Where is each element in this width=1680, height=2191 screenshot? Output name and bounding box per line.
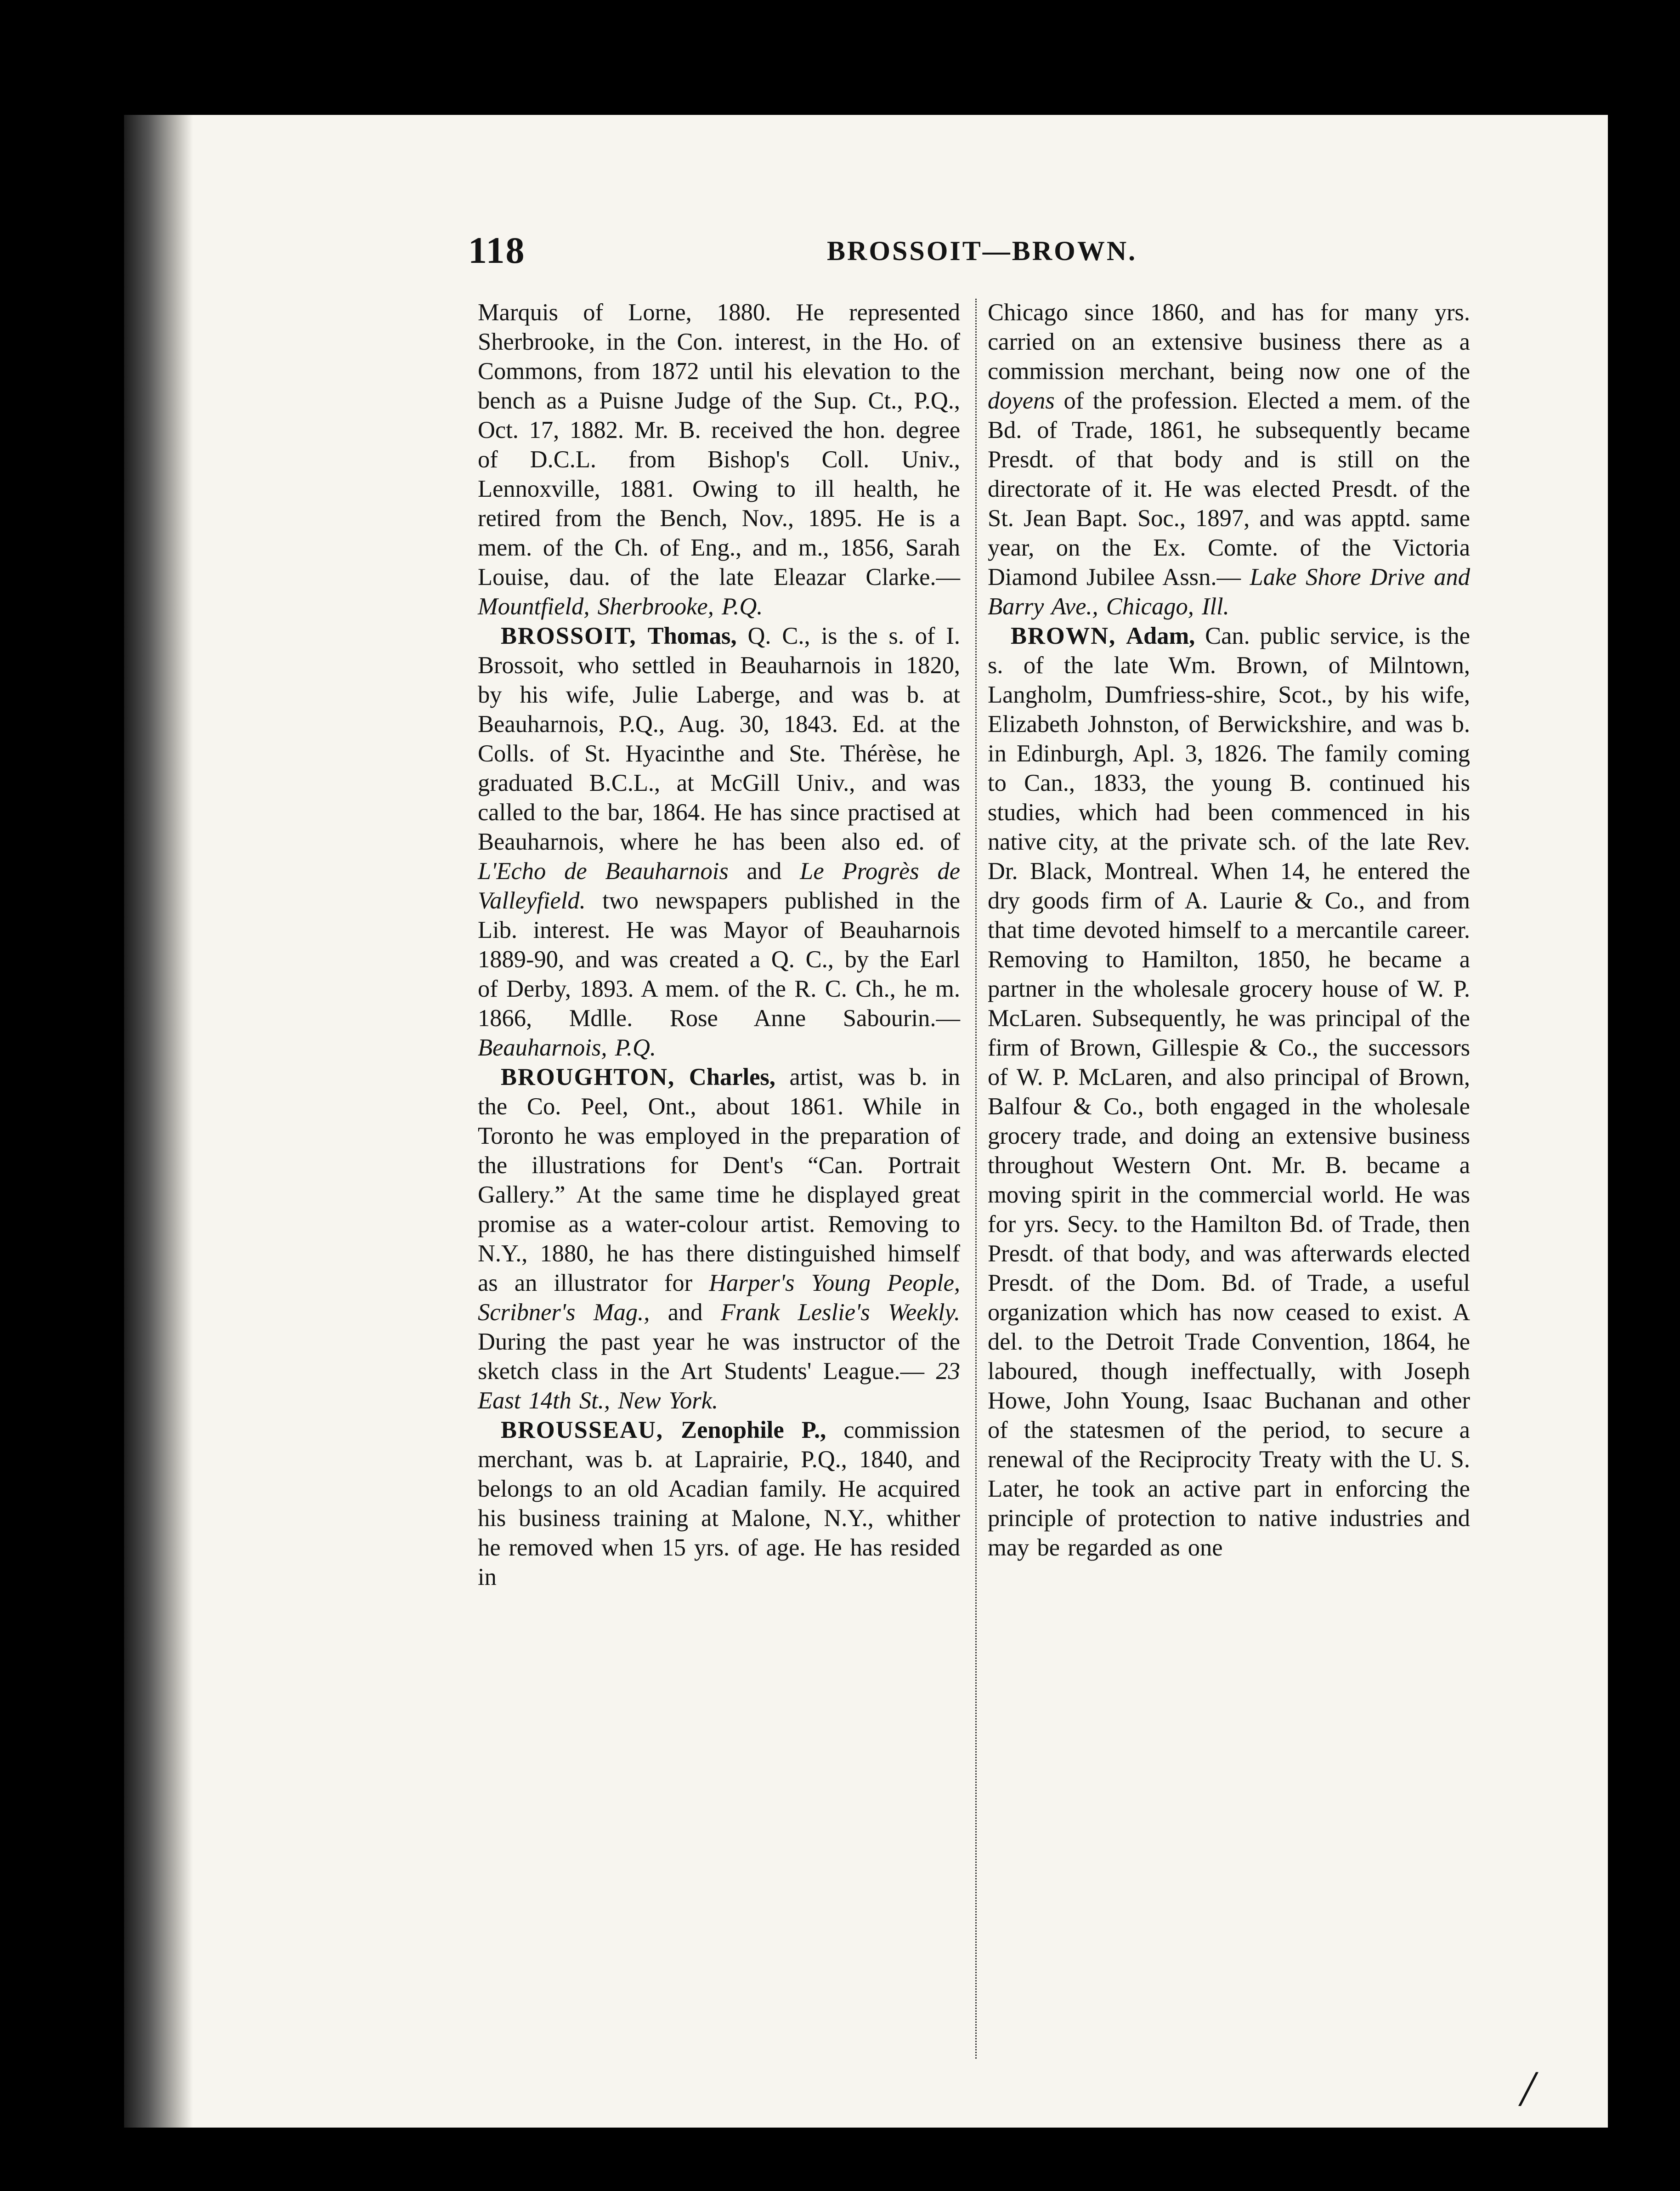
continued-entry: [988, 298, 1470, 621]
entry-address: Lake Shore Drive and Barry Ave., Chicago, Ill.: [988, 564, 1471, 620]
entry-brousseau: [478, 1415, 960, 1592]
continued-entry: [478, 298, 960, 621]
entry-address: Beauharnois, P.Q.: [478, 1034, 656, 1061]
entry-surname: BROUSSEAU,: [501, 1417, 664, 1443]
entry-italic-word: doyens: [988, 387, 1055, 414]
right-column: [988, 298, 1470, 1562]
column-divider: [975, 299, 977, 2059]
margin-mark: /: [1521, 2060, 1535, 2117]
book-page: [124, 115, 1608, 2128]
entry-given-names: Thomas,: [647, 623, 737, 649]
entry-given-names: Adam,: [1126, 623, 1195, 649]
entry-given-names: Charles,: [689, 1064, 775, 1090]
entry-brown: [988, 621, 1470, 1562]
entry-text: commission merchant, was b. at Laprairie, P.Q., 1840, and belongs to an old Acadian family. He acquired his business training at Malone, N.Y., whither he removed when 15 yrs. of age. He has resided in: [478, 1417, 960, 1590]
entry-text: of the profession. Elected a mem. of the Bd. of Trade, 1861, he subsequently became Presdt. of that body and is still on the directorate of it. He was elected Presdt. of the St. Jean Bapt. Soc., 1897, and was apptd. same year, on the Ex. Comte. of the Victoria Diamond Jubilee Assn.—: [988, 387, 1470, 590]
entry-surname: BROUGHTON,: [501, 1064, 675, 1090]
left-column: [478, 298, 960, 1592]
entry-surname: BROSSOIT,: [501, 623, 637, 649]
entry-text: Can. public service, is the s. of the late Wm. Brown, of Milntown, Langholm, Dumfriess-shire, Scot., by his wife, Elizabeth Johnston, of Berwickshire, and was b. in Edinburgh, Apl. 3, 1826. The family coming to Can., 1833, the young B. continued his studies, which had been commenced in his native city, at the private sch. of the late Rev. Dr. Black, Montreal. When 14, he entered the dry goods firm of A. Laurie & Co., and from that time devoted himself to a mercantile career. Removing to Hamilton, 1850, he became a partner in the wholesale grocery house of W. P. McLaren. Subsequently, he was principal of the firm of Brown, Gillespie & Co., the successors of W. P. McLaren, and also principal of Brown, Balfour & Co., both engaged in the wholesale grocery trade, and doing an extensive business throughout Western Ont. Mr. B. became a moving spirit in the commercial world. He was for yrs. Secy. to the Hamilton Bd. of Trade, then Presdt. of that body, and was afterwards elected Presdt. of the Dom. Bd. of Trade, a useful organization which has now ceased to exist. A del. to the Detroit Trade Convention, 1864, he laboured, though ineffectually, with Joseph Howe, John Young, Isaac Buchanan and other of the statesmen of the period, to secure a renewal of the Reciprocity Treaty with the U. S. Later, he took an active part in enforcing the principle of protection to native industries and may be regarded as one: [988, 623, 1470, 1561]
entry-text: During the past year he was instructor of the sketch class in the Art Students' League.—: [478, 1328, 960, 1385]
entry-text: artist, was b. in the Co. Peel, Ont., about 1861. While in Toronto he was employed in the preparation of the illustrations for Dent's “Can. Portrait Gallery.” At the same time he displayed great promise as a water-colour artist. Removing to N.Y., 1880, he has there distinguished himself as an illustrator for: [478, 1064, 961, 1296]
entry-text: and: [667, 1299, 703, 1326]
entry-text: Q. C., is the s. of I. Brossoit, who settled in Beauharnois in 1820, by his wife, Julie Laberge, and was b. at Beauharnois, P.Q., Aug. 30, 1843. Ed. at the Colls. of St. Hyacinthe and Ste. Thérèse, he graduated B.C.L., at McGill Univ., and was called to the bar, 1864. He has since practised at Beauharnois, where he has been also ed. of: [478, 623, 961, 855]
page-binding-shadow: [124, 115, 193, 2128]
entry-given-names: Zenophile P.,: [681, 1417, 826, 1443]
entry-text: and: [747, 858, 782, 885]
entry-address: Mountfield, Sherbrooke, P.Q.: [478, 593, 763, 620]
entry-brossoit: [478, 621, 960, 1062]
entry-italic-title: L'Echo de Beauharnois: [478, 858, 729, 885]
entry-broughton: [478, 1062, 960, 1415]
entry-text: Chicago since 1860, and has for many yrs. carried on an extensive business there as a commission merchant, being now one of the: [988, 299, 1470, 385]
entry-text: Marquis of Lorne, 1880. He represented Sherbrooke, in the Con. interest, in the Ho. of Commons, from 1872 until his elevation to the bench as a Puisne Judge of the Sup. Ct., P.Q., Oct. 17, 1882. Mr. B. received the hon. degree of D.C.L. from Bishop's Coll. Univ., Lennoxville, 1881. Owing to ill health, he retired from the Bench, Nov., 1895. He is a mem. of the Ch. of Eng., and m., 1856, Sarah Louise, dau. of the late Eleazar Clarke.—: [478, 299, 960, 590]
page-number: 118: [468, 229, 526, 271]
entry-surname: BROWN,: [1011, 623, 1116, 649]
entry-italic-title: Harper's Young People, Scribner's Mag.,: [478, 1270, 961, 1326]
entry-text: two newspapers published in the Lib. interest. He was Mayor of Beauharnois 1889-90, and was created a Q. C., by the Earl of Derby, 1893. A mem. of the R. C. Ch., he m. 1866, Mdlle. Rose Anne Sabourin.—: [478, 887, 961, 1032]
running-head: BROSSOIT—BROWN.: [827, 236, 1137, 266]
entry-address: 23 East 14th St., New York.: [478, 1358, 961, 1414]
entry-italic-title: Frank Leslie's Weekly.: [720, 1299, 961, 1326]
entry-italic-title: Le Progrès de Valleyfield.: [478, 858, 961, 914]
